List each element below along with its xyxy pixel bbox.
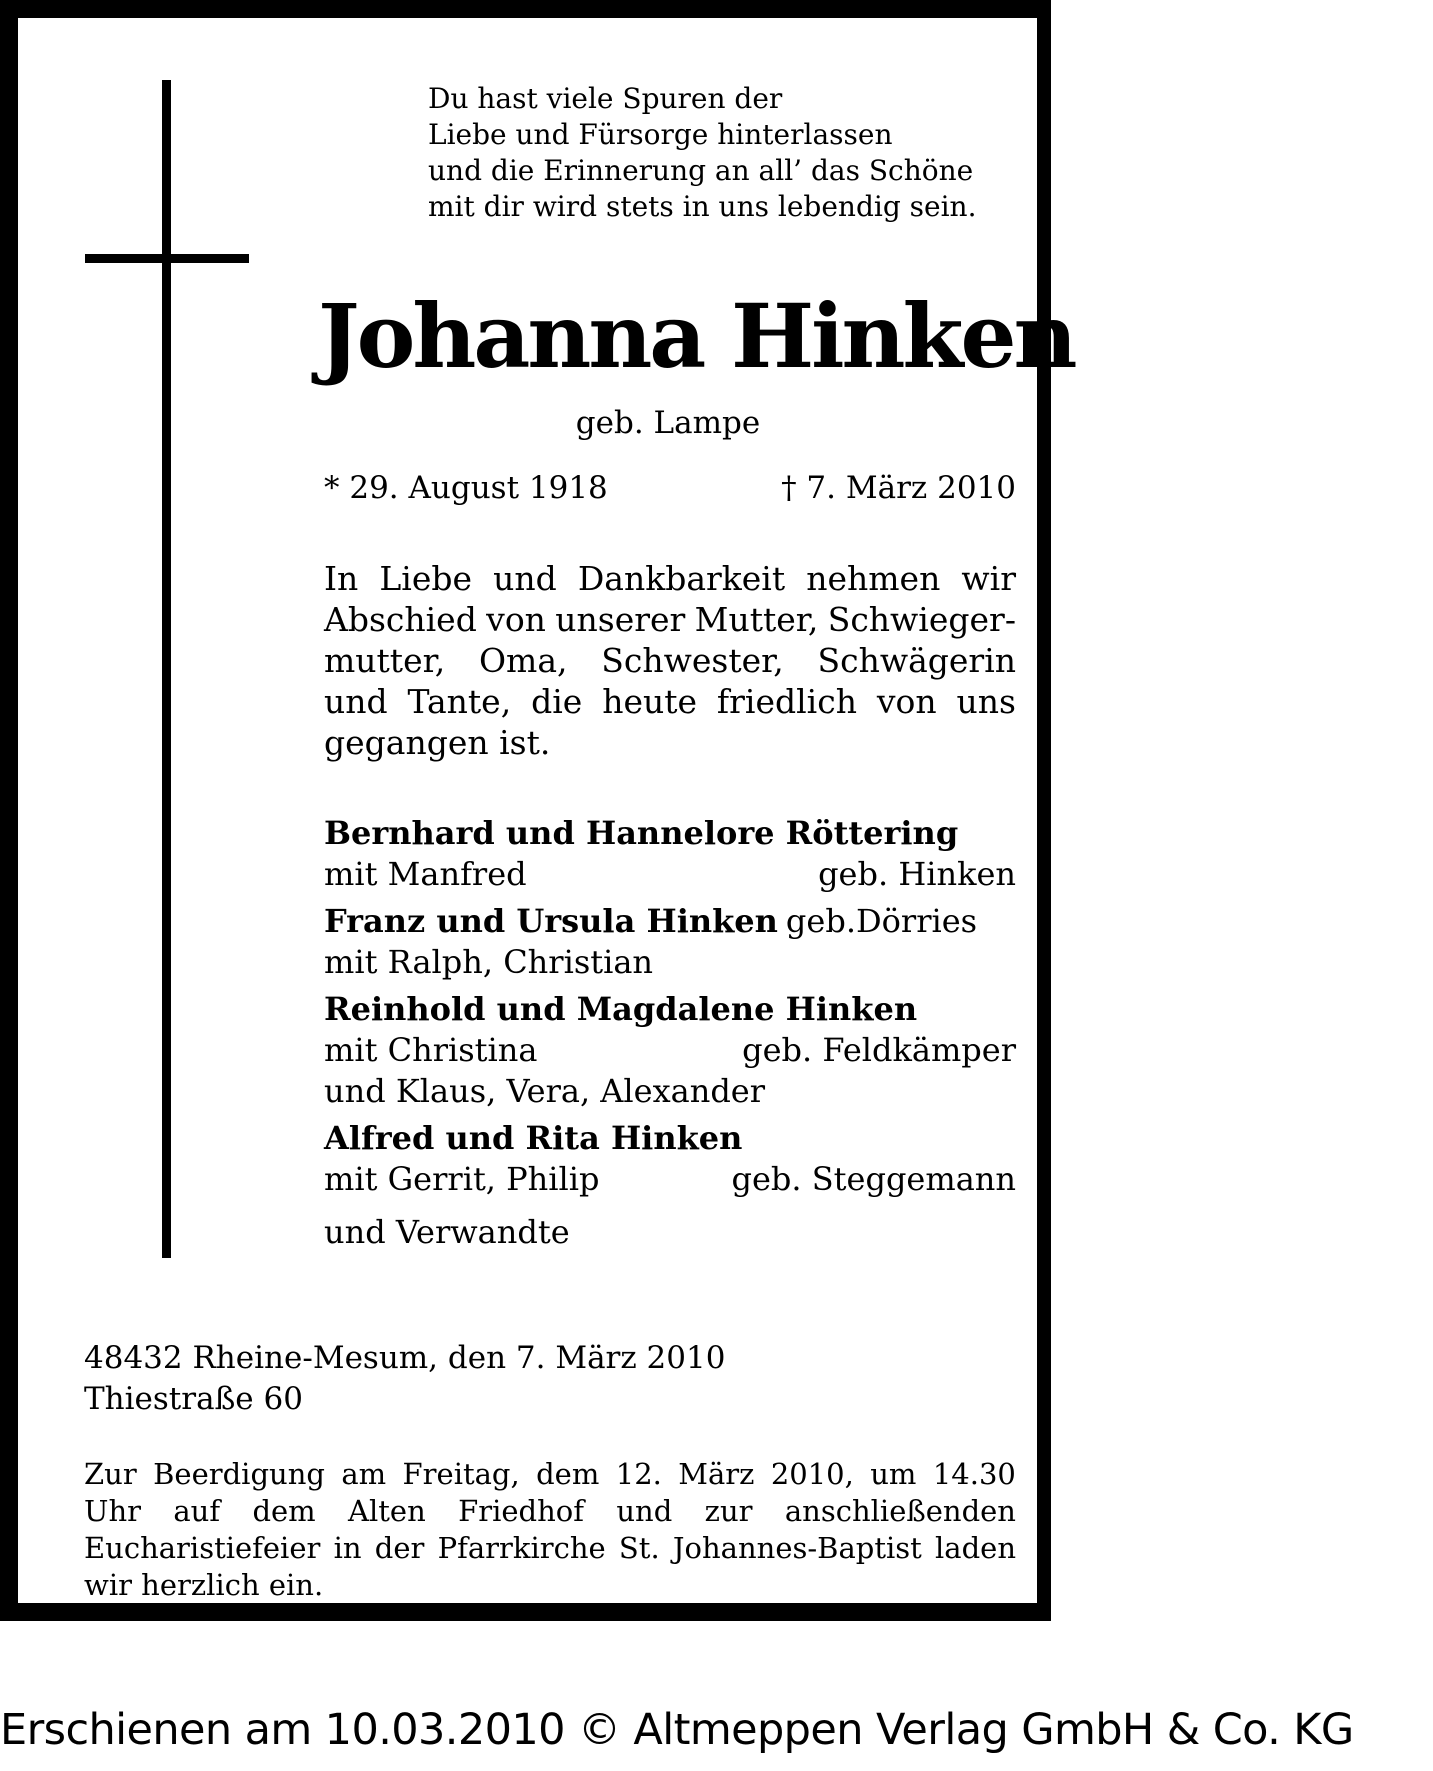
- memorial-verse: [428, 81, 1028, 225]
- address-line: Thiestraße 60: [84, 1381, 303, 1417]
- death-date: † 7. März 2010: [781, 470, 1016, 506]
- verse-line: Du hast viele Spuren der: [428, 82, 783, 115]
- publication-credit: Erschienen am 10.03.2010 © Altmeppen Verlag GmbH & Co. KG: [0, 1705, 1354, 1755]
- farewell-text: [324, 558, 1016, 763]
- deceased-name: Johanna Hinken: [318, 284, 1075, 388]
- verse-line: und die Erinnerung an all’ das Schöne: [428, 154, 974, 187]
- notice-line: Zur Beerdigung am Freitag, dem 12. März 2010, um 14.30: [84, 1457, 1016, 1491]
- cross-horizontal-bar: [85, 254, 249, 263]
- farewell-line: In Liebe und Dankbarkeit nehmen wir: [324, 559, 1016, 598]
- verse-line: Liebe und Fürsorge hinterlassen: [428, 118, 893, 151]
- verse-line: mit dir wird stets in uns lebendig sein.: [428, 190, 977, 223]
- family-name: Alfred und Rita Hinken: [324, 1119, 743, 1157]
- birth-date: * 29. August 1918: [324, 470, 608, 506]
- farewell-line: mutter, Oma, Schwester, Schwägerin: [324, 641, 1016, 680]
- relatives: und Verwandte: [324, 1213, 570, 1251]
- family-detail: mit Ralph, Christian: [324, 943, 654, 981]
- farewell-line: gegangen ist.: [324, 723, 551, 762]
- family-detail: mit Christina geb. Feldkämper: [324, 1031, 1016, 1069]
- notice-line: Uhr auf dem Alten Friedhof und zur anschließenden: [84, 1494, 1016, 1528]
- notice-line: wir herzlich ein.: [84, 1568, 324, 1602]
- maiden-name: geb.Dörries: [785, 902, 978, 940]
- mourners-list: [324, 813, 1016, 1253]
- family-name: Reinhold und Magdalene Hinken: [324, 990, 918, 1028]
- address-block: [84, 1338, 984, 1420]
- family-name-row: [324, 901, 1016, 942]
- farewell-line: Abschied von unserer Mutter, Schwieger-: [324, 600, 1016, 639]
- family-name: Bernhard und Hannelore Röttering: [324, 814, 959, 852]
- family-detail: mit Manfred geb. Hinken: [324, 855, 1016, 893]
- funeral-notice: [84, 1456, 1016, 1604]
- farewell-line: und Tante, die heute friedlich von uns: [324, 682, 1016, 721]
- notice-line: Eucharistiefeier in der Pfarrkirche St. Johannes-Baptist laden: [84, 1531, 1016, 1565]
- family-name: Franz und Ursula Hinken: [324, 902, 778, 940]
- address-line: 48432 Rheine-Mesum, den 7. März 2010: [84, 1340, 726, 1376]
- family-detail: mit Gerrit, Philip geb. Steggemann: [324, 1160, 1016, 1198]
- family-detail: und Klaus, Vera, Alexander: [324, 1072, 766, 1110]
- birth-name: geb. Lampe: [575, 405, 761, 441]
- life-dates: [324, 468, 1016, 508]
